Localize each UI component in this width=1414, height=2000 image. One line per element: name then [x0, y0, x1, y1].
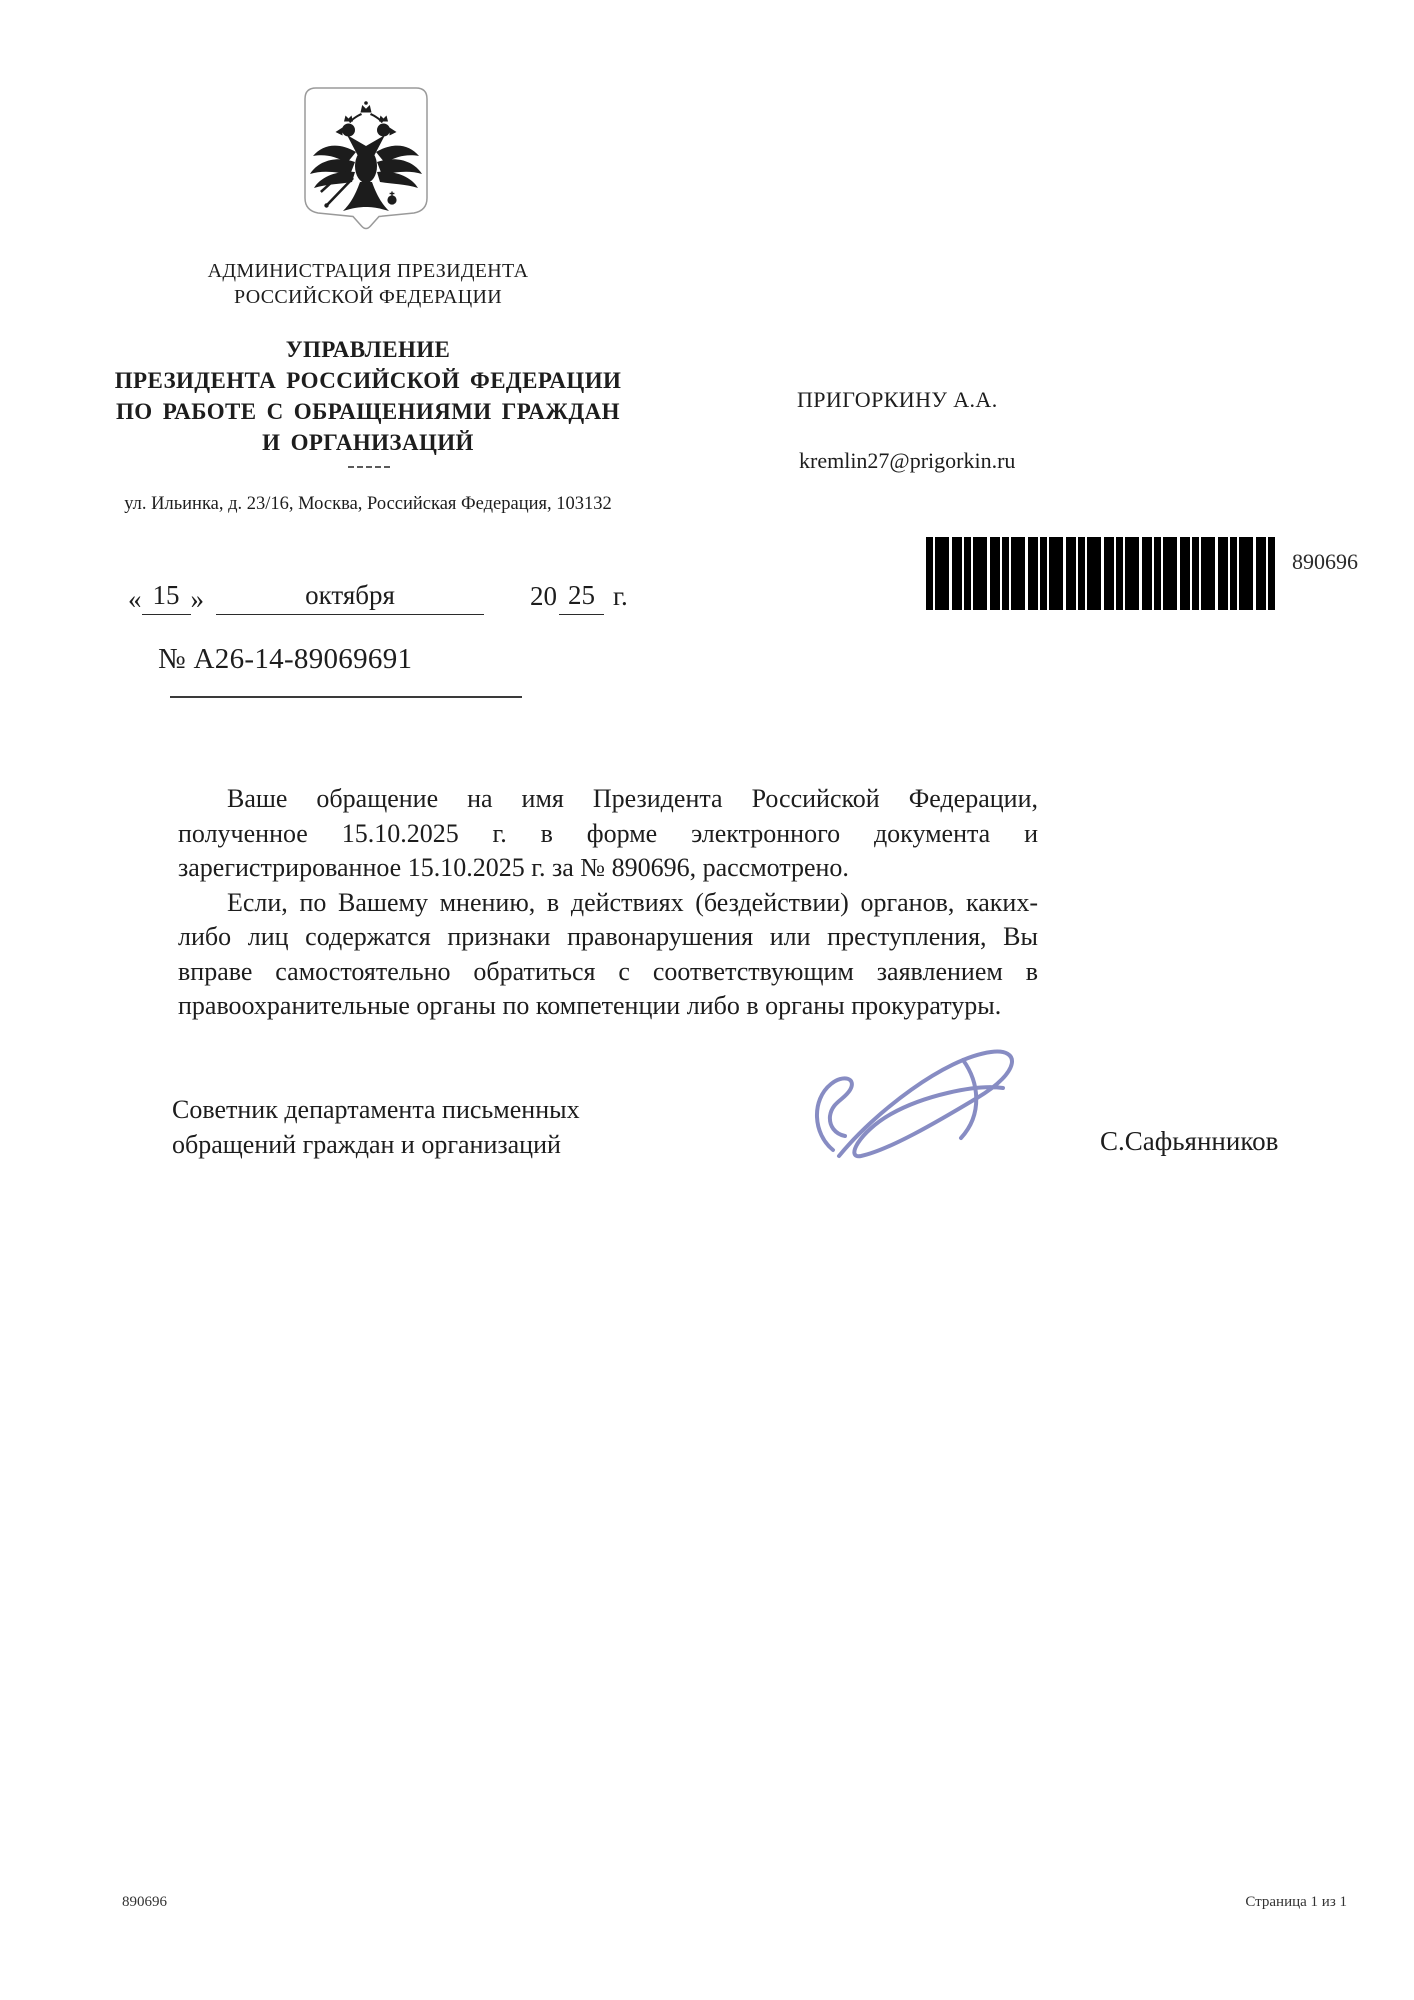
footer-doc-number: 890696 [122, 1894, 167, 1910]
org-name-line2: РОССИЙСКОЙ ФЕДЕРАЦИИ [234, 286, 502, 308]
signer-name: С.Сафьянников [1100, 1126, 1279, 1156]
department-line3: ПО РАБОТЕ С ОБРАЩЕНИЯМИ ГРАЖДАН [116, 399, 620, 424]
coat-of-arms-emblem [303, 86, 429, 237]
date-open-quote: « [128, 584, 142, 614]
date-month: октября [216, 580, 484, 615]
body-paragraph-2: Если, по Вашему мнению, в действиях (бездействии) органов, каких-либо лиц содержатся признаки правонарушения или преступления, Вы вправе самостоятельно обратиться с соответствующим заявлением в правоохранительные органы по компетенции либо в органы прокуратуры. [178, 887, 1038, 1020]
signer-title-line1: Советник департамента письменных [172, 1095, 580, 1124]
signer-title [172, 1092, 622, 1162]
russian-coat-of-arms-icon [303, 86, 429, 237]
registration-barcode [926, 537, 1276, 610]
letter-date [128, 580, 628, 615]
reference-number: А26-14-89069691 [193, 643, 413, 675]
department-line1: УПРАВЛЕНИЕ [285, 337, 451, 362]
date-suffix: г. [613, 581, 628, 611]
reference-label: № [158, 643, 186, 675]
sender-postal-address: ул. Ильинка, д. 23/16, Москва, Российская Федерация, 103132 [124, 494, 612, 514]
date-year: 25 [559, 580, 604, 615]
reference-underline [170, 696, 522, 698]
footer-page-info: Страница 1 из 1 [1245, 1894, 1347, 1910]
date-close-quote: » [190, 584, 204, 614]
recipient-name: ПРИГОРКИНУ А.А. [797, 387, 998, 412]
reference-number-row [158, 643, 412, 676]
body-paragraph-1: Ваше обращение на имя Президента Российской Федерации, полученное 15.10.2025 г. в форме электронного документа и зарегистрированное 15.10.2025 г. за № 890696, рассмотрено. [178, 784, 1038, 882]
date-century: 20 [530, 581, 557, 611]
barcode-number: 890696 [1292, 549, 1358, 574]
letterhead-separator [348, 466, 390, 468]
department-line2: ПРЕЗИДЕНТА РОССИЙСКОЙ ФЕДЕРАЦИИ [114, 368, 622, 393]
signature-ink-icon [805, 1038, 1065, 1188]
handwritten-signature [805, 1038, 1065, 1188]
signer-title-line2: обращений граждан и организаций [172, 1130, 561, 1159]
org-name-line1: АДМИНИСТРАЦИЯ ПРЕЗИДЕНТА [207, 260, 529, 282]
date-day: 15 [142, 580, 191, 615]
parent-org-name [88, 258, 648, 310]
recipient-email: kremlin27@prigorkin.ru [799, 448, 1016, 473]
department-name [68, 334, 668, 458]
letter-body [178, 782, 1038, 1024]
department-line4: И ОРГАНИЗАЦИЙ [262, 430, 474, 455]
